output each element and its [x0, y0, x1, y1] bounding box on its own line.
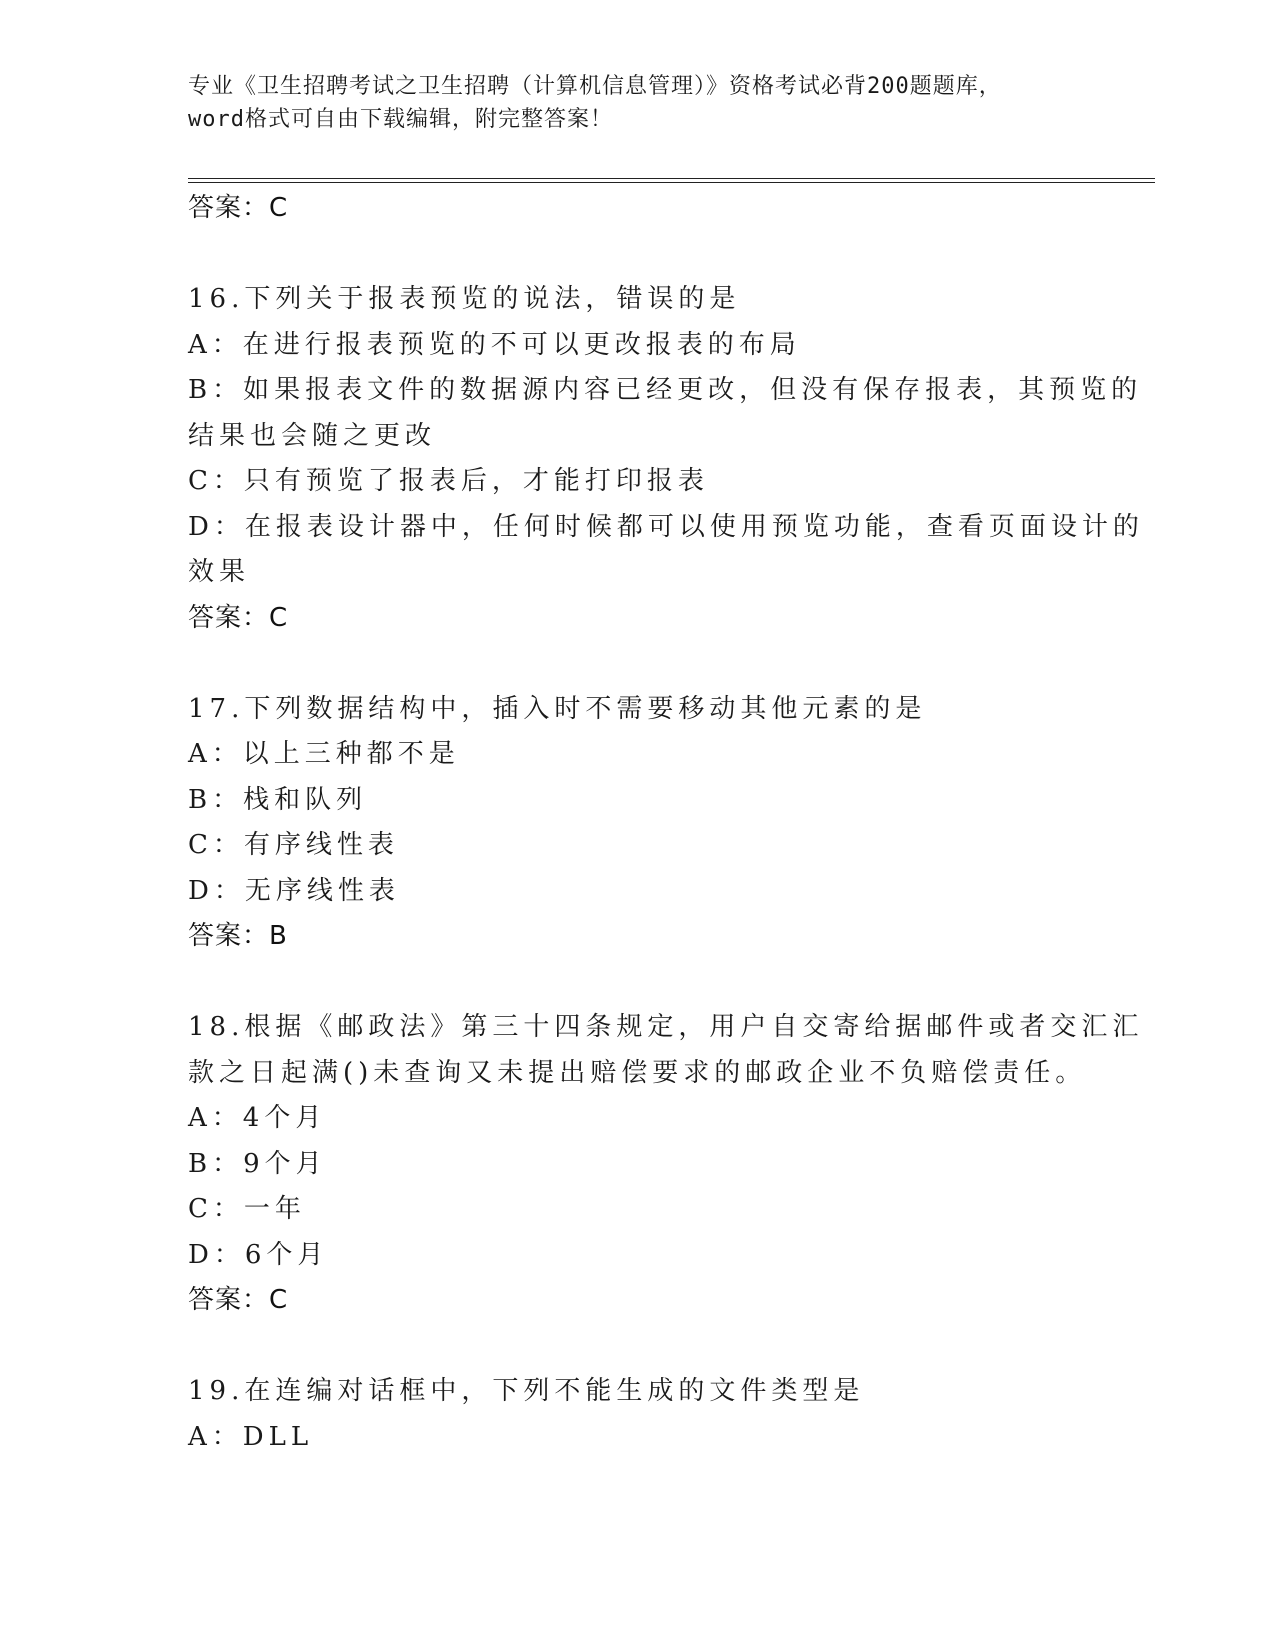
- previous-answer: 答案：C: [188, 193, 289, 223]
- option-line: B：9个月: [188, 1148, 327, 1179]
- question-block: [188, 687, 1088, 1006]
- question-block: [188, 1369, 1088, 1460]
- option-line: A：在进行报表预览的不可以更改报表的布局: [188, 329, 801, 360]
- option-line: C：有序线性表: [188, 830, 399, 860]
- header-line-1: 专业《卫生招聘考试之卫生招聘（计算机信息管理）》资格考试必背200题题库，: [188, 74, 1002, 99]
- option-line: A：DLL: [188, 1421, 314, 1452]
- spacer: [188, 232, 1088, 278]
- question-list: [188, 186, 1144, 1460]
- option-line: C：一年: [188, 1194, 306, 1224]
- option-line: 结果也会随之更改: [188, 420, 437, 451]
- question-stem-line: 16.下列关于报表预览的说法，错误的是: [188, 284, 741, 314]
- answer-line: 答案：C: [188, 1285, 289, 1315]
- question-block: [188, 277, 1144, 687]
- option-line: B：栈和队列: [188, 784, 368, 815]
- option-line: D：在报表设计器中，任何时候都可以使用预览功能，查看页面设计的: [188, 511, 1144, 542]
- header-line-2: word格式可自由下载编辑，附完整答案！: [188, 107, 613, 132]
- question-stem-line: 17.下列数据结构中，插入时不需要移动其他元素的是: [188, 693, 927, 724]
- question-stem-line: 19.在连编对话框中，下列不能生成的文件类型是: [188, 1376, 865, 1406]
- option-line: A：以上三种都不是: [188, 739, 460, 769]
- option-line: C：只有预览了报表后，才能打印报表: [188, 466, 709, 496]
- option-line: 效果: [188, 557, 251, 587]
- answer-line: 答案：C: [188, 602, 289, 633]
- spacer: [188, 1324, 1088, 1370]
- spacer: [188, 641, 1088, 687]
- option-line: A：4个月: [188, 1103, 327, 1133]
- header-divider-bottom: [188, 182, 1155, 183]
- option-line: D：无序线性表: [188, 875, 400, 906]
- option-line: B：如果报表文件的数据源内容已经更改，但没有保存报表，其预览的: [188, 375, 1143, 405]
- option-line: D：6个月: [188, 1239, 329, 1270]
- question-block: [188, 1005, 1144, 1369]
- header-divider-top: [188, 178, 1155, 179]
- question-stem-line: 款之日起满()未查询又未提出赔偿要求的邮政企业不负赔偿责任。: [188, 1057, 1087, 1088]
- answer-line: 答案：B: [188, 921, 288, 951]
- page-header: [188, 70, 1068, 136]
- spacer: [188, 960, 1088, 1006]
- question-stem-line: 18.根据《邮政法》第三十四条规定，用户自交寄给据邮件或者交汇汇: [188, 1012, 1144, 1042]
